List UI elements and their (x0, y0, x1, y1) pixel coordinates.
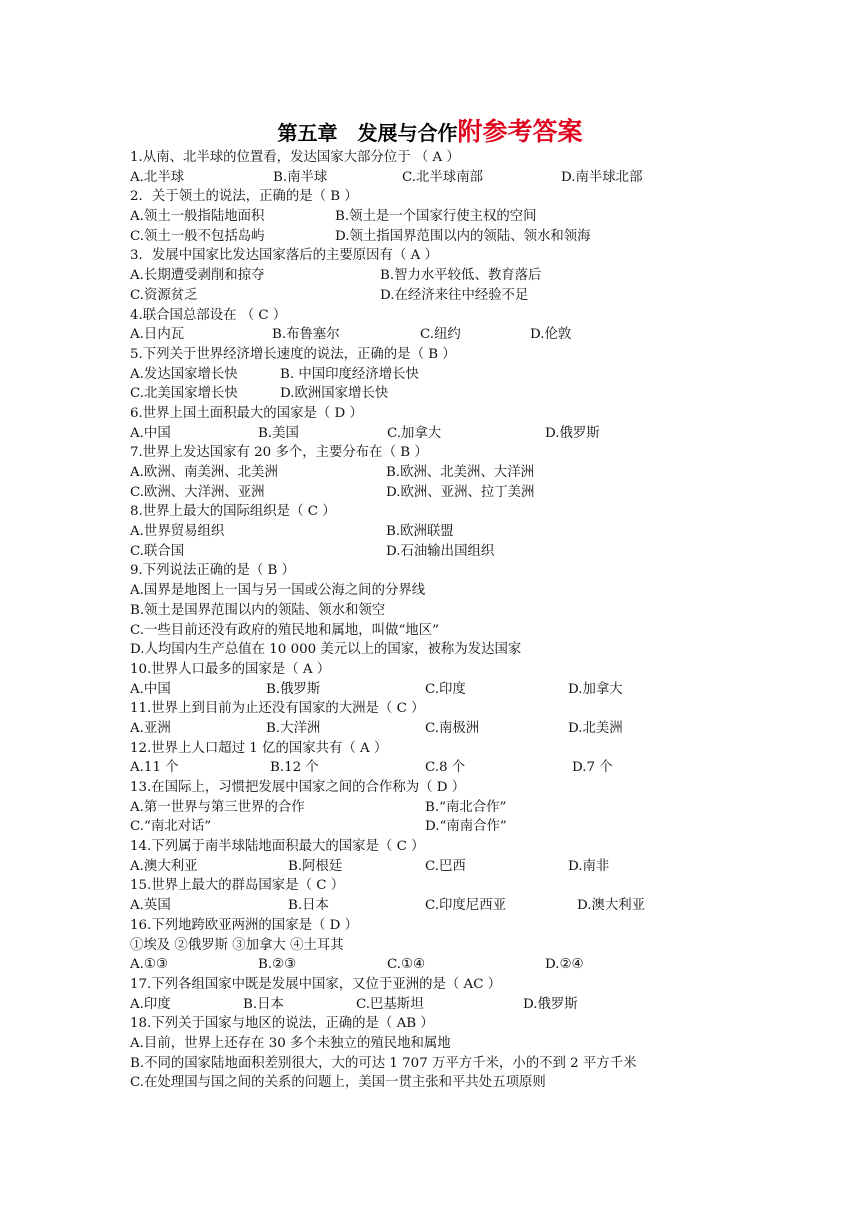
answer-option: D.澳大利亚 (577, 898, 646, 914)
answer-option: B.智力水平较低、教育落后 (380, 268, 542, 284)
chapter-name: 发展与合作 (357, 121, 458, 145)
answer-option: A.领土一般指陆地面积 (130, 209, 265, 225)
question-row (130, 837, 830, 857)
option-row (130, 463, 830, 483)
option-row (130, 227, 830, 247)
answer-option: D.石油输出国组织 (386, 543, 495, 559)
page-title (0, 112, 860, 148)
answer-option: A.目前，世界上还存在 30 多个未独立的殖民地和属地 (130, 1035, 451, 1051)
answer-option: A.世界贸易组织 (130, 524, 225, 540)
question-stem: 16.下列地跨欧亚两洲的国家是（ D ） (130, 917, 359, 933)
answer-option: A.中国 (130, 425, 171, 441)
answer-option: B.②③ (258, 957, 297, 973)
option-row (130, 758, 830, 778)
option-row (130, 168, 830, 188)
answer-option: B.大洋洲 (266, 720, 321, 736)
answer-option: C.领土一般不包括岛屿 (130, 228, 265, 244)
answer-option: A.欧洲、南美洲、北美洲 (130, 465, 278, 480)
question-row (130, 660, 830, 680)
answer-option: A.①③ (130, 957, 168, 973)
option-row (130, 1034, 830, 1054)
question-row (130, 561, 830, 581)
answer-option: B.领土是国界范围以内的领陆、领水和领空 (130, 602, 386, 618)
answer-option: C.一些目前还没有政府的殖民地和属地，叫做“地区” (130, 622, 439, 638)
question-row (130, 699, 830, 719)
question-row (130, 778, 830, 798)
answer-option: C.“南北对话” (130, 819, 212, 835)
option-row (130, 483, 830, 503)
option-row (130, 680, 830, 700)
answer-option: C.南极洲 (425, 720, 480, 736)
question-row (130, 443, 830, 463)
question-list (130, 148, 830, 1093)
question-stem: 18.下列关于国家与地区的说法，正确的是（ AB ） (130, 1016, 434, 1032)
option-row (130, 266, 830, 286)
option-row (130, 1073, 830, 1093)
answer-option: D.人均国内生产总值在 10 000 美元以上的国家，被称为发达国家 (130, 642, 522, 658)
option-row (130, 857, 830, 877)
answer-option: A.日内瓦 (130, 327, 185, 343)
option-row (130, 286, 830, 306)
answer-option: C.欧洲、大洋洲、亚洲 (130, 484, 265, 500)
answer-option: A.国界是地图上一国与另一国或公海之间的分界线 (130, 583, 426, 599)
answer-option: C.资源贫乏 (130, 287, 198, 303)
answer-option: C.印度尼西亚 (425, 898, 506, 914)
answer-option: A.11 个 (130, 760, 179, 776)
question-row (130, 306, 830, 326)
question-row (130, 975, 830, 995)
answer-option: B.俄罗斯 (266, 681, 321, 697)
answer-option: D.欧洲、亚洲、拉丁美洲 (386, 484, 535, 500)
question-stem: 3．发展中国家比发达国家落后的主要原因有（ A ） (130, 248, 438, 264)
option-row (130, 995, 830, 1015)
answer-option: D.领土指国界范围以内的领陆、领水和领海 (335, 228, 591, 244)
answer-option: A.第一世界与第三世界的合作 (130, 799, 305, 815)
answer-option: B.欧洲联盟 (386, 524, 454, 540)
answer-option: C.8 个 (425, 760, 466, 776)
answer-option: D.北美洲 (568, 720, 623, 736)
question-stem: 1.从南、北半球的位置看，发达国家大部分位于 （ A ） (130, 150, 460, 165)
question-row (130, 345, 830, 365)
answer-option: D.“南南合作” (425, 819, 507, 835)
answer-option: B.“南北合作” (425, 799, 507, 815)
option-row (130, 384, 830, 404)
answer-option: C.加拿大 (387, 425, 442, 441)
question-row (130, 876, 830, 896)
option-row (130, 581, 830, 601)
chapter-number: 第五章 (277, 121, 338, 145)
option-row (130, 325, 830, 345)
answer-option: A.亚洲 (130, 720, 171, 736)
answer-option: C.印度 (425, 681, 466, 697)
option-row (130, 817, 830, 837)
option-row (130, 798, 830, 818)
answer-option: C.北半球南部 (402, 169, 483, 185)
option-row (130, 424, 830, 444)
answer-option: C.巴西 (425, 858, 466, 874)
answer-option: A.长期遭受剥削和掠夺 (130, 268, 265, 284)
answer-option: D.俄罗斯 (523, 996, 578, 1012)
option-row (130, 365, 830, 385)
question-stem: 6.世界上国土面积最大的国家是（ D ） (130, 405, 363, 421)
option-row (130, 1054, 830, 1074)
answer-option: B. 中国印度经济增长快 (280, 366, 419, 382)
question-stem: 12.世界上人口超过 1 亿的国家共有（ A ） (130, 740, 388, 756)
answer-option: A.发达国家增长快 (130, 366, 238, 382)
question-stem: 5.下列关于世界经济增长速度的说法，正确的是（ B ） (130, 346, 456, 362)
answer-option: B.不同的国家陆地面积差别很大，大的可达 1 707 万平方千米，小的不到 2 平方千米 (130, 1055, 637, 1071)
question-row (130, 187, 830, 207)
question-row (130, 148, 830, 168)
answer-option: B.领土是一个国家行使主权的空间 (335, 209, 537, 225)
question-stem: 9.下列说法正确的是（ B ） (130, 563, 296, 579)
question-stem: 2．关于领土的说法，正确的是（ B ） (130, 189, 358, 205)
answer-option: A.中国 (130, 681, 171, 697)
answer-option: D.南半球北部 (561, 169, 643, 185)
answer-option: D.南非 (568, 858, 610, 874)
answer-option: B.布鲁塞尔 (272, 327, 340, 343)
question-stem: 8.世界上最大的国际组织是（ C ） (130, 504, 336, 520)
answer-option: A.北半球 (130, 169, 185, 185)
answer-option: C.巴基斯坦 (356, 996, 424, 1012)
answer-option: C.①④ (387, 957, 426, 973)
answer-option: D.7 个 (572, 760, 613, 776)
answer-option: C.北美国家增长快 (130, 386, 238, 402)
answer-option: B.日本 (243, 996, 284, 1012)
option-row (130, 207, 830, 227)
option-row (130, 601, 830, 621)
answer-option: B.南半球 (273, 169, 328, 185)
answer-option: B.美国 (258, 425, 299, 441)
answer-option: A.印度 (130, 996, 171, 1012)
option-row (130, 719, 830, 739)
answer-option: C.纽约 (420, 327, 461, 343)
option-row (130, 955, 830, 975)
question-stem: 14.下列属于南半球陆地面积最大的国家是（ C ） (130, 839, 425, 855)
question-stem: 7.世界上发达国家有 20 多个，主要分布在（ B ） (130, 445, 428, 461)
question-stem: 15.世界上最大的群岛国家是（ C ） (130, 878, 345, 894)
answer-option: B.12 个 (270, 760, 319, 776)
question-row (130, 246, 830, 266)
question-stem: 13.在国际上，习惯把发展中国家之间的合作称为（ D ） (130, 780, 466, 795)
question-note-row (130, 936, 830, 956)
answer-option: B.欧洲、北美洲、大洋洲 (386, 465, 535, 480)
answer-option: D.②④ (545, 957, 584, 973)
option-row (130, 640, 830, 660)
question-stem: 10.世界人口最多的国家是（ A ） (130, 661, 331, 677)
answer-option: D.俄罗斯 (545, 425, 600, 441)
option-row (130, 896, 830, 916)
question-note: ①埃及 ②俄罗斯 ③加拿大 ④土耳其 (130, 937, 344, 953)
answer-option: A.澳大利亚 (130, 858, 198, 874)
option-row (130, 542, 830, 562)
answer-option: C.在处理国与国之间的关系的问题上，美国一贯主张和平共处五项原则 (130, 1075, 546, 1091)
question-stem: 11.世界上到目前为止还没有国家的大洲是（ C ） (130, 701, 425, 717)
answer-option: C.联合国 (130, 543, 185, 559)
answer-note: 附参考答案 (457, 117, 583, 146)
answer-option: D.欧洲国家增长快 (280, 386, 389, 402)
question-row (130, 916, 830, 936)
option-row (130, 621, 830, 641)
answer-option: A.英国 (130, 898, 171, 914)
answer-option: D.加拿大 (568, 681, 623, 697)
option-row (130, 522, 830, 542)
answer-option: B.日本 (288, 898, 329, 914)
question-row (130, 502, 830, 522)
question-row (130, 1014, 830, 1034)
question-stem: 17.下列各组国家中既是发展中国家，又位于亚洲的是（ AC ） (130, 976, 502, 992)
answer-option: D.伦敦 (530, 327, 572, 343)
answer-option: B.阿根廷 (288, 858, 343, 874)
question-row (130, 739, 830, 759)
question-row (130, 404, 830, 424)
question-stem: 4.联合国总部设在 （ C ） (130, 307, 287, 323)
answer-option: D.在经济来往中经验不足 (380, 287, 529, 303)
